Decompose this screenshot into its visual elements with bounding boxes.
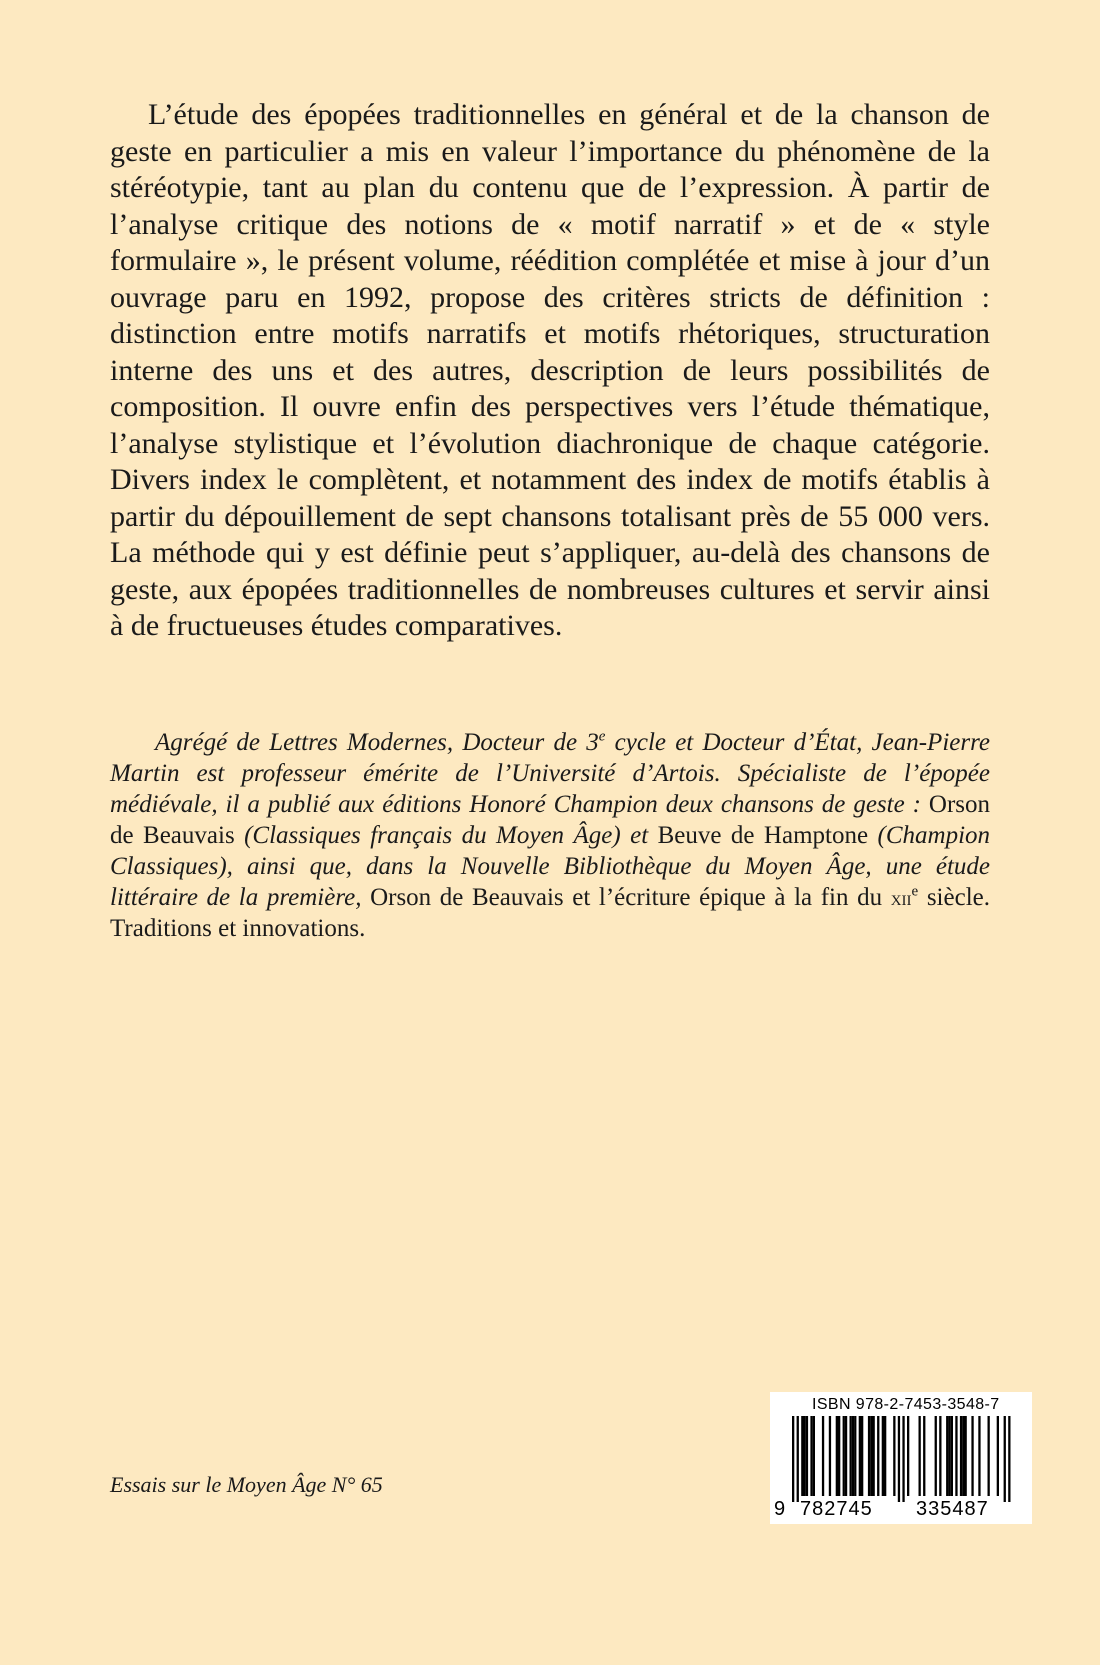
barcode-digit-first: 9	[774, 1498, 786, 1520]
barcode-bar	[854, 1416, 856, 1496]
barcode-bar	[960, 1416, 962, 1496]
bio-sup-2: e	[911, 883, 919, 900]
barcode-bar	[822, 1416, 824, 1496]
bio-title-1: Orson de Beauvais	[110, 791, 990, 849]
barcode-bar	[813, 1416, 815, 1496]
barcode-bar	[902, 1416, 904, 1502]
barcode-bar	[810, 1416, 812, 1496]
barcode-bar	[955, 1416, 957, 1496]
barcode-bar	[845, 1416, 847, 1496]
bio-part-1: Agrégé de Lettres Modernes, Docteur de 3	[155, 729, 599, 756]
barcode-bar	[877, 1416, 879, 1496]
barcode-bar	[873, 1416, 875, 1496]
barcode-bar	[935, 1416, 937, 1496]
bio-title-2: Beuve de Hamptone	[657, 822, 869, 849]
bio-title-4: siècle. Traditions et innovations.	[110, 884, 990, 942]
bio-sup-1: e	[598, 728, 606, 745]
barcode-bar	[843, 1416, 845, 1496]
barcode-bar	[962, 1416, 964, 1496]
barcode-bar	[870, 1416, 872, 1496]
barcode-bar	[971, 1416, 973, 1496]
isbn-label: ISBN 978-2-7453-3548-7	[812, 1396, 1000, 1413]
bio-part-4: (Champion Classiques), ainsi que, dans la Nouvelle Bibliothèque du Moyen Âge, une étude littéraire de la première,	[110, 822, 991, 911]
barcode-bar	[939, 1416, 941, 1496]
bio-part-3: (Classiques français du Moyen Âge) et	[234, 822, 658, 849]
barcode-bar	[797, 1416, 799, 1502]
bio-century: xii	[890, 885, 912, 910]
barcode-bars	[770, 1416, 1032, 1502]
barcode-bar	[859, 1416, 861, 1496]
barcode-bar	[861, 1416, 863, 1496]
barcode-bar	[829, 1416, 831, 1496]
barcode-digits-left: 782745	[800, 1498, 873, 1520]
barcode-bar	[898, 1416, 900, 1502]
barcode-bar	[1004, 1416, 1006, 1502]
barcode-bar	[946, 1416, 948, 1496]
barcode-bar	[884, 1416, 886, 1496]
barcode-bar	[923, 1416, 925, 1496]
isbn-barcode	[770, 1392, 1032, 1524]
barcode-bar	[801, 1416, 803, 1496]
barcode-bar	[806, 1416, 808, 1496]
barcode-bar	[919, 1416, 921, 1496]
barcode-bar	[868, 1416, 870, 1496]
blurb-paragraph: L’étude des épopées traditionnelles en général et de la chanson de geste en particulier a mis en valeur l’importance du phénomène de la stéréotypie, tant au plan du contenu que de l’expression. À partir de l’analyse critique des notions de « motif narratif » et de « style formulaire », le présent volume, réédition complétée et mise à jour d’un ouvrage paru en 1992, propose des critères stricts de définition : distinction entre motifs narratifs et motifs rhétoriques, structuration interne des uns et des autres, description de leurs possibilités de composition. Il ouvre enfin des perspectives vers l’étude thématique, l’analyse stylistique et l’évolution diachronique de chaque catégorie. Divers index le complètent, et notamment des index de motifs établis à partir du dépouillement de sept chansons totalisant près de 55 000 vers. La méthode qui y est définie peut s’appliquer, au-delà des chansons de geste, aux épopées traditionnelles de nombreuses cultures et servir ainsi à de fructueuses études comparatives.	[110, 98, 990, 642]
series-label: Essais sur le Moyen Âge N° 65	[110, 1472, 383, 1497]
barcode-bar	[836, 1416, 838, 1496]
bio-part-2: cycle et Docteur d’État, Jean-Pierre Martin est professeur émérite de l’Université d’Artois. Spécialiste de l’épopée médiévale, il a publié aux éditions Honoré Champion deux chansons de geste :	[110, 729, 990, 818]
barcode-digits-right: 335487	[916, 1498, 989, 1520]
barcode-bar	[965, 1416, 967, 1496]
barcode-bar	[988, 1416, 990, 1496]
barcode-bar	[951, 1416, 953, 1496]
barcode-bar	[1008, 1416, 1010, 1502]
barcode-bar	[852, 1416, 854, 1496]
barcode-bar	[978, 1416, 980, 1496]
barcode-bar	[882, 1416, 884, 1496]
barcode-bar	[948, 1416, 950, 1496]
barcode-bar	[850, 1416, 852, 1496]
barcode-bar	[804, 1416, 806, 1496]
barcode-bar	[907, 1416, 909, 1496]
barcode-bar	[893, 1416, 895, 1496]
bio-title-3: Orson de Beauvais et l’écriture épique à la fin du	[370, 884, 891, 911]
barcode-bar	[792, 1416, 794, 1502]
author-bio	[110, 727, 990, 944]
barcode-bar	[838, 1416, 840, 1496]
barcode-bar	[997, 1416, 999, 1496]
